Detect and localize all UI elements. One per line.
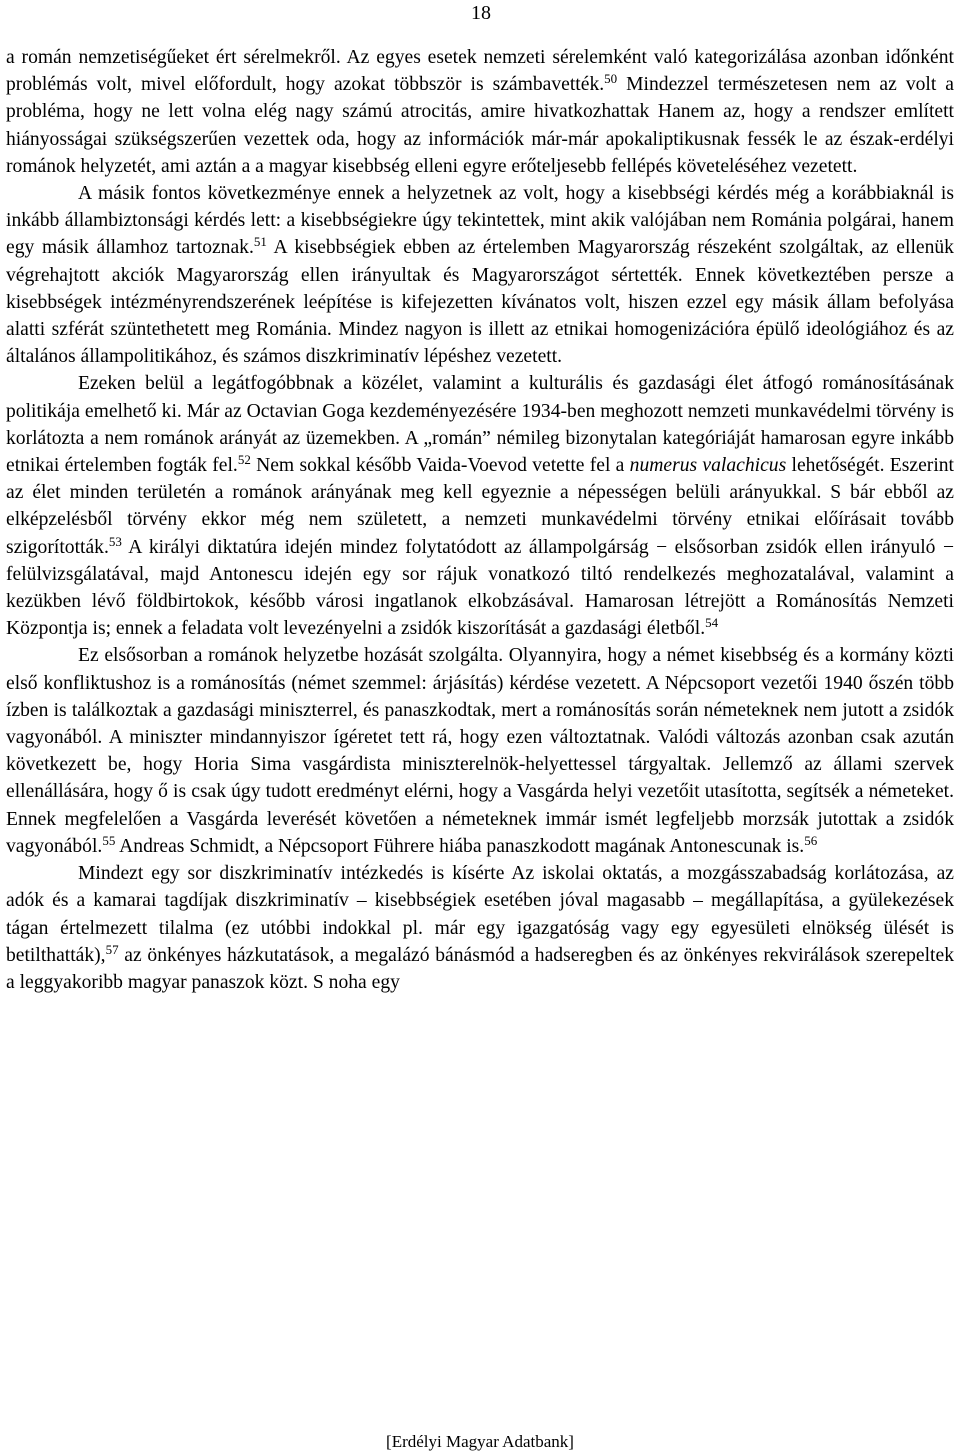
footnote-marker: 57 xyxy=(105,941,119,957)
paragraph xyxy=(6,860,954,996)
body-text xyxy=(6,44,954,996)
footnote-marker: 56 xyxy=(804,832,818,848)
text-run: lehetőségét. Eszerint az élet minden területén a románok arányának meg kell egyeznie a népességen belüli arányukkal. S bár ebből az elképzelésből törvény ekkor még nem született, a nemzeti munkavédelmi törvény etnikai előírásait tovább szigorították. xyxy=(6,455,955,558)
text-run: Nem sokkal később Vaida-Voevod vetette fel a xyxy=(250,455,630,477)
footer-source: [Erdélyi Magyar Adatbank] xyxy=(386,1432,574,1451)
paragraph xyxy=(6,642,954,860)
footnote-marker: 52 xyxy=(237,452,251,468)
italic-term: numerus valachicus xyxy=(629,455,787,477)
footnote-marker: 53 xyxy=(108,533,122,549)
text-run: Mindezzel természetesen nem az volt a probléma, hogy ne lett volna elég nagy számú atrocitás, amire hivatkozhattak Hanem az, hogy a rendszer említett hiányosságai szükségszerűen vezettek oda, hogy az információk már-már apokaliptikusnak fessék le az észak-erdélyi románok helyzetét, ami aztán a a magyar kisebbség elleni egyre erőteljesebb fellépés követeléséhez vezetett. xyxy=(6,74,954,177)
text-run: a román nemzetiségűeket ért sérelmekről. Az egyes esetek nemzeti sérelemként való kategorizálása azonban időnként problémás volt, mivel előfordult, hogy azokat többször is számbavették. xyxy=(6,47,954,96)
text-run: Mindezt egy sor diszkriminatív intézkedés is kísérte Az iskolai oktatás, a mozgásszabadság korlátozása, az adók és a kamarai tagdíjak diszkriminatív – kisebbségiek esetében jóval magasabb – megállapítása, a gyülekezések tágan értelmezett tilalma (ez utóbbi indokkal pl. már egy igazgatóság vagy egy egyesületi elnökség ülését is betilthatták), xyxy=(6,863,954,966)
text-run: Ez elsősorban a románok helyzetbe hozását szolgálta. Olyannyira, hogy a német kisebbség és a kormány közti első konfliktushoz is a románosítás (német szemmel: árjásítás) kérdése vezetett. A Népcsoport vezetői 1940 őszén több ízben is találkoztak a gazdasági miniszterrel, és panaszkodtak, mert a románosítás során németeknek nem jutott a zsidók vagyonából. A miniszter mindannyiszor ígéretet tett rá, hogy ezen változtatnak. Valódi változás azonban csak azután következett be, hogy Horia Sima vasgárdista miniszterelnök-helyettessel tárgyaltak. Jellemző az állami szervek ellenállására, hogy ő is csak úgy tudott eredményt elérni, hogy a Vasgárda helyi vezetőit utasította, segítsék a németeket. Ennek megfelelően a Vasgárda leverését követően a németeknek immár ismét legfeljebb morzsák jutottak a zsidók vagyonából. xyxy=(6,645,954,857)
text-run: Ezeken belül a legátfogóbbnak a közélet, valamint a kulturális és gazdasági élet átfogó románosításának politikája emelhető ki. Már az Octavian Goga kezdeményezésére 1934-ben meghozott nemzeti munkavédelmi törvény is korlátozta a nem románok arányát az üzemekben. A „román” némileg bizonytalan kategóriáját hamarosan egyre inkább etnikai értelemben fogták fel. xyxy=(6,373,954,477)
text-run: A kisebbségiek ebben az értelemben Magyarország részeként szolgáltak, az ellenük végrehajtott akciók Magyarország ellen irányultak és Magyarországot sértették. Ennek következtében persze a kisebbségek intézményrendszerének leépítése is kifejezetten kívánatos volt, hiszen ezzel egy másik állam befolyása alatti szférát szüntethetett meg Románia. Mindez nagyon is illett az etnikai homogenizációra épülő ideológiához és az általános állampolitikához, és számos diszkriminatív lépéshez vezetett. xyxy=(6,237,954,368)
footnote-marker: 50 xyxy=(604,71,618,87)
text-run: az önkényes házkutatások, a megalázó bánásmód a hadseregben és az önkényes rekvirálások szerepeltek a leggyakoribb magyar panaszok közt. S noha egy xyxy=(6,944,954,993)
text-run: A másik fontos következménye ennek a helyzetnek az volt, hogy a kisebbségi kérdés még a korábbiaknál is inkább állambiztonsági kérdés lett: a kisebbségiekre úgy tekintettek, mint akik valójában nem Románia polgárai, hanem egy másik államhoz tartoznak. xyxy=(6,183,954,259)
paragraph xyxy=(6,44,954,180)
page-number: 18 xyxy=(471,2,491,24)
paragraph xyxy=(6,180,954,370)
footnote-marker: 55 xyxy=(102,832,116,848)
footnote-marker: 51 xyxy=(253,234,267,250)
paragraph xyxy=(6,370,954,642)
text-run: A királyi diktatúra idején mindez folytatódott az állampolgárság − elsősorban zsidók ellen irányuló − felülvizsgálatával, majd Antonescu idején egy sor rájuk vonatkozó tiltó rendelkezés meghozatalával, valamint a kezükben lévő földbirtokok, később városi ingatlanok elkobzásával. Hamarosan létrejött a Románosítás Nemzeti Központja is; ennek a feladata volt levezényelni a zsidók kiszorítását a gazdasági életből. xyxy=(6,536,954,640)
footnote-marker: 54 xyxy=(705,615,719,631)
text-run: Andreas Schmidt, a Népcsoport Führere hiába panaszkodott magának Antonescunak is. xyxy=(115,835,805,857)
